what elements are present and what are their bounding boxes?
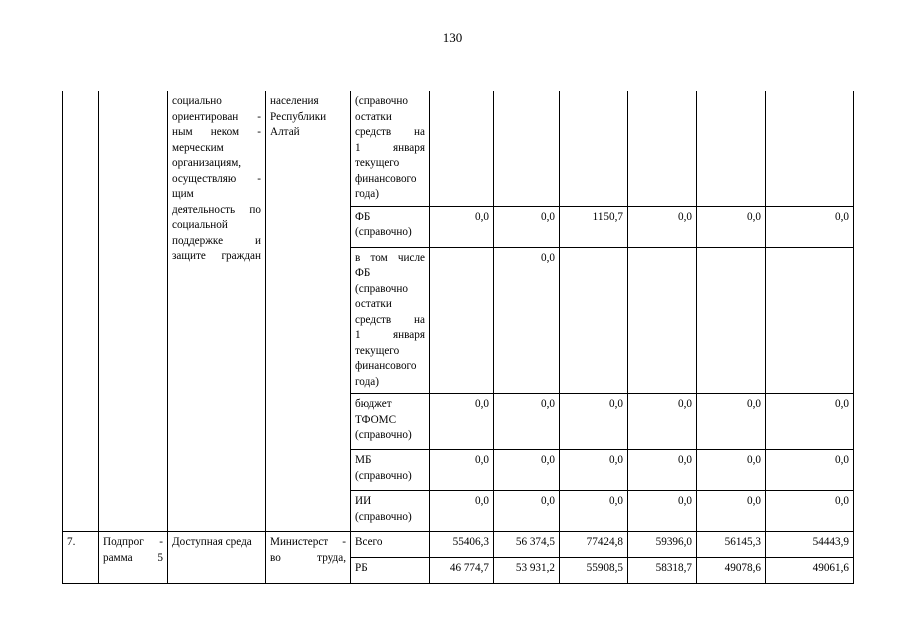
goal-cell-line: защите граждан — [172, 250, 261, 262]
value-cell — [628, 247, 697, 394]
value-cell: 56145,3 — [697, 532, 766, 558]
source-cell-line: ФБ — [355, 210, 371, 223]
value-cell: 0,0 — [628, 206, 697, 247]
subprogram-cell — [99, 532, 168, 584]
value-cell — [766, 247, 854, 394]
budget-table — [62, 91, 854, 584]
value-cell: 0,0 — [766, 394, 854, 450]
goal-cell-line: социально — [172, 95, 222, 107]
executor-cell-line: Алтай — [270, 126, 300, 138]
value-cell — [494, 91, 560, 206]
source-cell-line: текущего — [355, 344, 400, 357]
source-cell — [351, 206, 430, 247]
value-cell — [628, 91, 697, 206]
executor-cell-line: населения — [270, 95, 319, 107]
source-cell-line: ТФОМС — [355, 413, 397, 426]
goal-cell-line: социальной — [172, 219, 228, 231]
value-cell: 0,0 — [628, 394, 697, 450]
source-cell-line: ФБ — [355, 267, 371, 279]
subprogram-cell — [99, 91, 168, 532]
value-cell: 56 374,5 — [494, 532, 560, 558]
source-cell-line: года) — [355, 188, 379, 200]
source-cell-line: остатки — [355, 298, 392, 310]
value-cell: 77424,8 — [560, 532, 628, 558]
executor-cell-line: Республики — [270, 110, 327, 123]
source-cell — [351, 491, 430, 532]
source-cell: РБ — [351, 558, 430, 584]
source-cell-line: (справочно) — [355, 226, 412, 238]
value-cell: 0,0 — [560, 491, 628, 532]
value-cell: 1150,7 — [560, 206, 628, 247]
table-row — [63, 91, 854, 206]
value-cell: 0,0 — [766, 491, 854, 532]
value-cell: 53 931,2 — [494, 558, 560, 584]
executor-cell-line: во труда, — [270, 551, 346, 564]
goal-cell: Доступная среда — [168, 532, 266, 584]
value-cell: 0,0 — [494, 450, 560, 491]
value-cell: 55406,3 — [430, 532, 494, 558]
table-row — [63, 532, 854, 558]
executor-cell — [266, 532, 351, 584]
value-cell: 46 774,7 — [430, 558, 494, 584]
source-cell-line: финансового — [355, 172, 417, 185]
value-cell: 0,0 — [430, 450, 494, 491]
value-cell: 0,0 — [766, 206, 854, 247]
source-cell-line: (справочно) — [355, 429, 412, 441]
value-cell: 0,0 — [560, 450, 628, 491]
subprogram-cell-line: рамма 5 — [103, 551, 163, 564]
goal-cell-line: поддержке и — [172, 234, 261, 247]
value-cell: 0,0 — [494, 247, 560, 394]
goal-cell-line: щим — [172, 188, 194, 200]
goal-cell-line: ориентирован - — [172, 110, 261, 123]
value-cell — [430, 91, 494, 206]
source-cell-line: остатки — [355, 110, 392, 123]
source-cell — [351, 394, 430, 450]
value-cell — [697, 247, 766, 394]
goal-cell-line: организациям, — [172, 157, 242, 169]
value-cell: 49061,6 — [766, 558, 854, 584]
value-cell: 0,0 — [560, 394, 628, 450]
value-cell — [766, 91, 854, 206]
source-cell — [351, 247, 430, 394]
source-cell-line: текущего — [355, 157, 400, 169]
value-cell: 58318,7 — [628, 558, 697, 584]
source-cell-line: средств на — [355, 126, 425, 138]
goal-cell-line: осуществляю - — [172, 172, 261, 185]
goal-cell-line: ным неком - — [172, 126, 261, 138]
source-cell-line: (справочно — [355, 282, 408, 295]
source-cell-line: (справочно — [355, 95, 408, 107]
value-cell: 0,0 — [494, 491, 560, 532]
source-cell-line: в том числе — [355, 251, 425, 264]
value-cell: 0,0 — [430, 394, 494, 450]
value-cell: 0,0 — [697, 450, 766, 491]
source-cell-line: (справочно) — [355, 510, 412, 523]
goal-cell-line: мерческим — [172, 141, 224, 154]
source-cell-line: МБ — [355, 454, 372, 466]
goal-cell — [168, 91, 266, 532]
source-cell-line: финансового — [355, 360, 417, 372]
source-cell-line: бюджет — [355, 398, 392, 410]
value-cell: 0,0 — [697, 491, 766, 532]
value-cell: 0,0 — [494, 206, 560, 247]
value-cell: 0,0 — [430, 206, 494, 247]
value-cell: 0,0 — [494, 394, 560, 450]
table-body — [63, 91, 854, 584]
value-cell: 54443,9 — [766, 532, 854, 558]
value-cell: 0,0 — [628, 450, 697, 491]
source-cell-line: 1 января — [355, 141, 425, 154]
index-cell: 7. — [63, 532, 99, 584]
source-cell-line: ИИ — [355, 495, 372, 507]
value-cell: 49078,6 — [697, 558, 766, 584]
source-cell-line: средств на — [355, 313, 425, 326]
value-cell — [697, 91, 766, 206]
value-cell: 0,0 — [697, 394, 766, 450]
value-cell: 0,0 — [697, 206, 766, 247]
source-cell-line: (справочно) — [355, 469, 412, 482]
value-cell: 55908,5 — [560, 558, 628, 584]
source-cell-line: 1 января — [355, 329, 425, 341]
source-cell — [351, 450, 430, 491]
subprogram-cell-line: Подпрог - — [103, 536, 163, 548]
executor-cell-line: Министерст - — [270, 536, 346, 548]
value-cell — [430, 247, 494, 394]
value-cell: 0,0 — [766, 450, 854, 491]
value-cell: 59396,0 — [628, 532, 697, 558]
value-cell — [560, 91, 628, 206]
page-number: 130 — [442, 30, 463, 45]
source-cell: Всего — [351, 532, 430, 558]
value-cell: 0,0 — [430, 491, 494, 532]
source-cell-line: года) — [355, 375, 379, 388]
executor-cell — [266, 91, 351, 532]
value-cell: 0,0 — [628, 491, 697, 532]
index-cell — [63, 91, 99, 532]
source-cell — [351, 91, 430, 206]
value-cell — [560, 247, 628, 394]
goal-cell-line: деятельность по — [172, 203, 261, 216]
